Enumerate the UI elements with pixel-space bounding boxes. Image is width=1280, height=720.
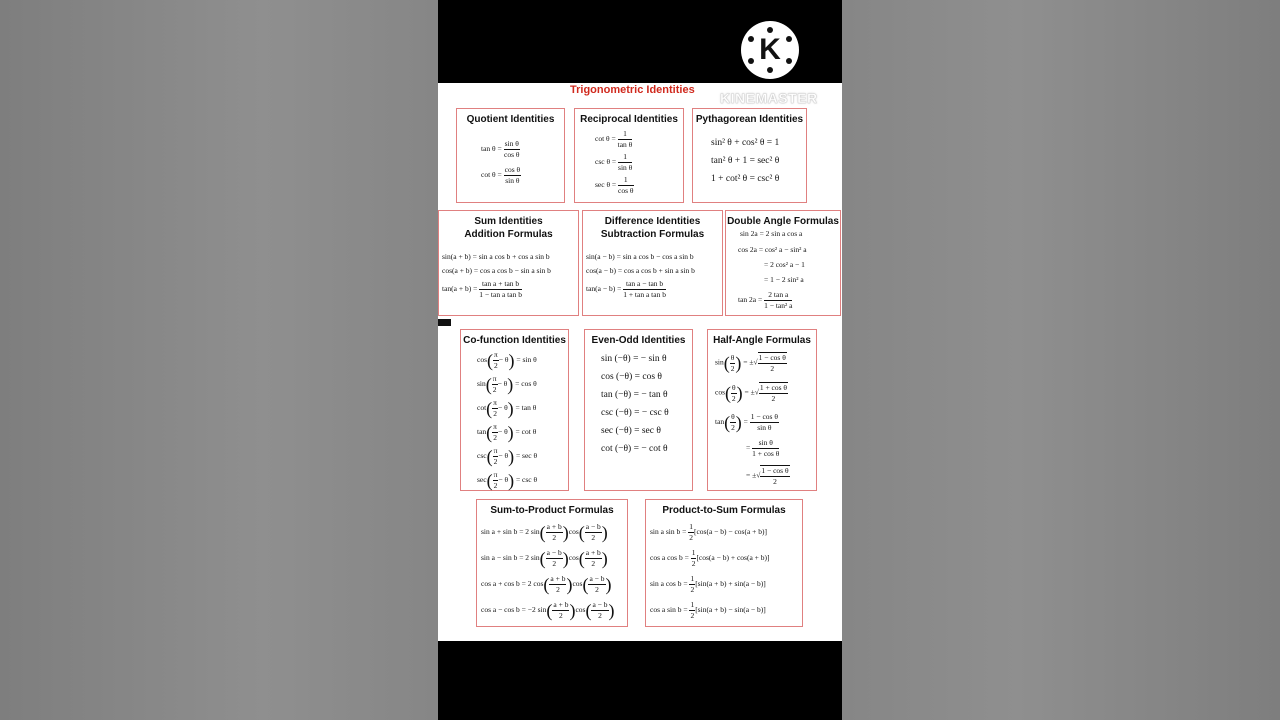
formula: tan (−θ) = − tan θ [601, 390, 668, 400]
sheet-title: Trigonometric Identities [570, 84, 695, 96]
formula: csc θ = $\frac{1}{\text{sin θ}}$ [595, 152, 633, 172]
quotient-identities-box [456, 108, 565, 203]
formula: sin(a − b) = sin a cos b − cos a sin b [586, 252, 694, 261]
formula: cos( $\frac{\theta}{2}$ ) = ±√ $\frac{\text{1 + cos θ}}{2}$ [715, 382, 788, 403]
formula: tan(a − b) = $\frac{\text{tan a − tan b}}{\text{1 + tan a tan b}}$ [586, 279, 666, 299]
box-title: Pythagorean Identities [695, 114, 804, 125]
formula: sin 2a = 2 sin a cos a [740, 229, 803, 238]
box-title: Reciprocal Identities [580, 114, 678, 125]
half-angle-box [707, 329, 817, 491]
pythagorean-identities-box [692, 108, 807, 203]
formula: = ±√ $\frac{\text{1 − cos θ}}{2}$ [746, 466, 789, 486]
box-title: Product-to-Sum Formulas [662, 505, 786, 516]
cofunction-identities-box [460, 329, 569, 491]
formula: cot θ = $\frac{\text{cos θ}}{\text{sin θ}}$ [481, 165, 521, 185]
formula: sec θ = $\frac{1}{\text{cos θ}}$ [595, 175, 634, 195]
box-title: Double Angle Formulas [727, 216, 839, 227]
formula: sin a + sin b = 2 sin( $\frac{a + b}{2}$ )cos( $\frac{a - b}{2}$ ) [481, 522, 608, 543]
box-title: Sum-to-Product Formulas [490, 505, 614, 516]
formula: cos a sin b = $\frac{1}{2}$ [sin(a + b) − sin(a − b)] [650, 600, 766, 620]
formula: sin a cos b = $\frac{1}{2}$ [sin(a + b) + sin(a − b)] [650, 574, 766, 594]
formula: tan(a + b) = $\frac{\text{tan a + tan b}}{\text{1 − tan a tan b}}$ [442, 279, 522, 299]
blurred-background-right [842, 0, 1280, 720]
even-odd-identities-box [584, 329, 693, 491]
box-subtitle: Addition Formulas [464, 229, 553, 240]
formula: sin(a + b) = sin a cos b + cos a sin b [442, 252, 550, 261]
kinemaster-logo-icon [741, 21, 799, 79]
box-subtitle: Subtraction Formulas [600, 229, 705, 240]
formula: cos (−θ) = cos θ [601, 372, 662, 382]
identities-sheet [438, 83, 842, 641]
formula: cos( $\frac{\pi}{2}$ − θ) = sin θ [477, 350, 537, 371]
formula: tan( $\frac{\theta}{2}$ ) = $\frac{\text{1 − cos θ}}{\text{sin θ}}$ [715, 412, 778, 433]
double-angle-box [725, 210, 841, 316]
formula: cos a − cos b = −2 sin( $\frac{a + b}{2}$ )cos( $\frac{a - b}{2}$ ) [481, 600, 615, 621]
formula: cot( $\frac{\pi}{2}$ − θ) = tan θ [477, 398, 537, 419]
formula: cos a cos b = $\frac{1}{2}$ [cos(a − b) + cos(a + b)] [650, 548, 770, 568]
formula: sec( $\frac{\pi}{2}$ − θ) = csc θ [477, 470, 538, 491]
formula: sin a − sin b = 2 sin( $\frac{a - b}{2}$ )cos( $\frac{a + b}{2}$ ) [481, 548, 608, 569]
logo-letter: K [759, 33, 781, 66]
product-to-sum-box [645, 499, 803, 627]
box-title: Co-function Identities [463, 335, 566, 346]
box-title: Difference Identities [604, 216, 701, 227]
formula: cos(a + b) = cos a cos b − sin a sin b [442, 266, 551, 275]
formula: csc( $\frac{\pi}{2}$ − θ) = sec θ [477, 446, 538, 467]
formula: cos 2a = cos² a − sin² a [738, 245, 807, 254]
formula: = 2 cos² a − 1 [764, 260, 805, 269]
formula: csc (−θ) = − csc θ [601, 408, 669, 418]
box-title: Half-Angle Formulas [713, 335, 811, 346]
formula: tan( $\frac{\pi}{2}$ − θ) = cot θ [477, 422, 537, 443]
formula: = $\frac{\text{sin θ}}{\text{1 + cos θ}}$ [746, 438, 780, 458]
formula: cot (−θ) = − cot θ [601, 444, 668, 454]
formula: tan θ = $\frac{\text{sin θ}}{\text{cos θ}}$ [481, 139, 520, 159]
sum-to-product-box [476, 499, 628, 627]
formula: cos(a − b) = cos a cos b + sin a sin b [586, 266, 695, 275]
formula: sec (−θ) = sec θ [601, 426, 661, 436]
box-title: Even-Odd Identities [591, 335, 686, 346]
formula: cos a + cos b = 2 cos( $\frac{a + b}{2}$ )cos( $\frac{a - b}{2}$ ) [481, 574, 612, 595]
cursor-marker [438, 319, 451, 326]
formula: cot θ = $\frac{1}{\text{tan θ}}$ [595, 129, 633, 149]
box-title: Quotient Identities [466, 114, 555, 125]
formula: = 1 − 2 sin² a [764, 275, 804, 284]
formula: tan² θ + 1 = sec² θ [711, 156, 780, 166]
formula: sin² θ + cos² θ = 1 [711, 138, 780, 148]
reciprocal-identities-box [574, 108, 684, 203]
formula: sin( $\frac{\pi}{2}$ − θ) = cos θ [477, 374, 537, 395]
formula: sin (−θ) = − sin θ [601, 354, 667, 364]
difference-identities-box [582, 210, 723, 316]
formula: sin( $\frac{\theta}{2}$ ) = ±√ $\frac{\text{1 − cos θ}}{2}$ [715, 352, 786, 373]
formula: tan 2a = $\frac{\text{2 tan a}}{\text{1 − tan² a}}$ [738, 290, 793, 310]
kinemaster-watermark: KINEMASTER [720, 90, 818, 106]
box-title: Sum Identities [474, 216, 543, 227]
formula: 1 + cot² θ = csc² θ [711, 174, 780, 184]
sum-identities-box [438, 210, 579, 316]
blurred-background-left [0, 0, 438, 720]
formula: sin a sin b = $\frac{1}{2}$ [cos(a − b) − cos(a + b)] [650, 522, 768, 542]
